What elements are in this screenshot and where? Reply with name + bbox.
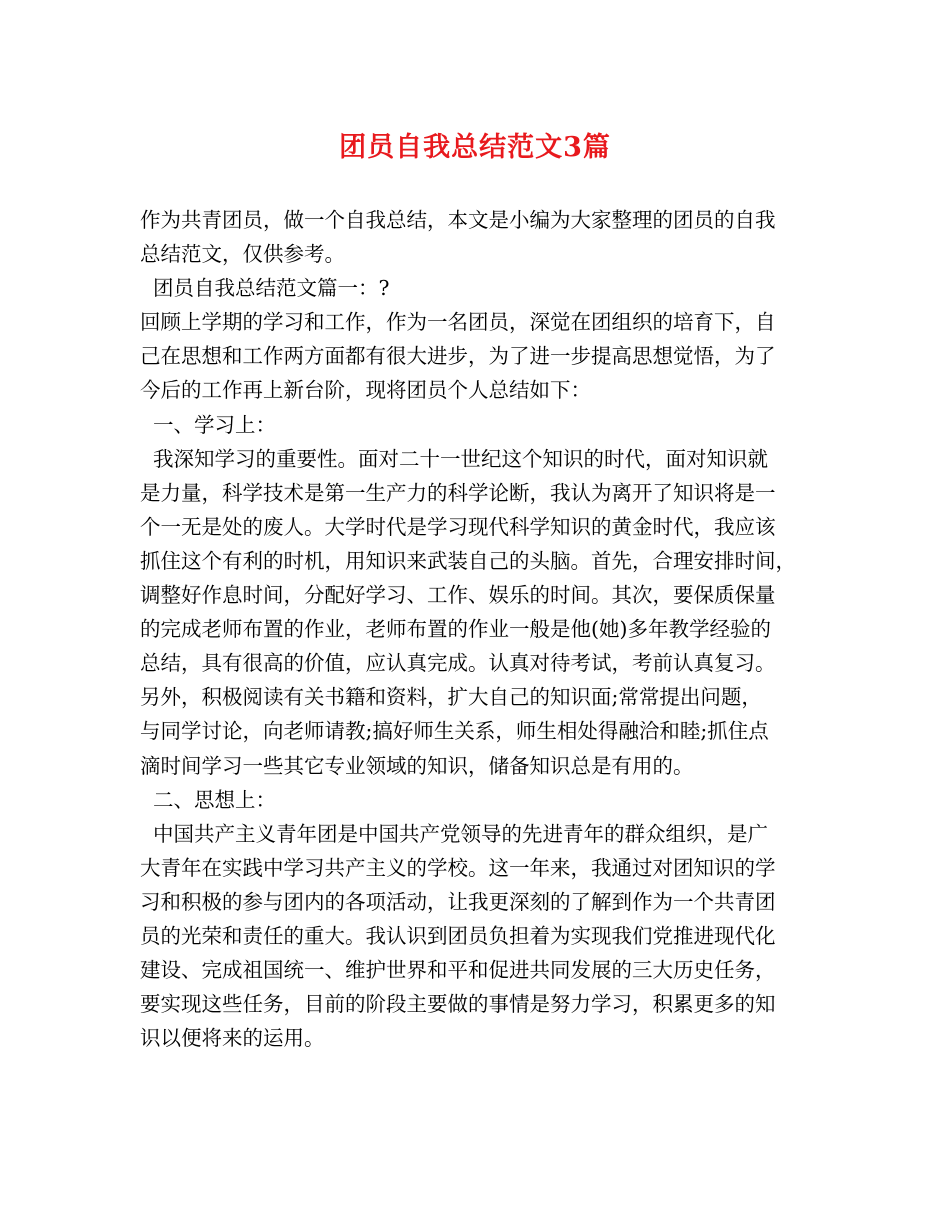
body-line: 抓住这个有利的时机，用知识来武装自己的头脑。首先，合理安排时间， xyxy=(140,548,796,573)
body-line: 与同学讨论，向老师请教;搞好师生关系，师生相处得融洽和睦;抓住点 xyxy=(140,719,769,744)
body-line: 总结范文，仅供参考。 xyxy=(140,242,345,267)
body-line: 回顾上学期的学习和工作，作为一名团员，深觉在团组织的培育下，自 xyxy=(140,310,776,335)
body-line: 今后的工作再上新台阶，现将团员个人总结如下： xyxy=(140,378,591,403)
document-body xyxy=(140,203,820,1055)
body-line: 滴时间学习一些其它专业领域的知识，储备知识总是有用的。 xyxy=(140,753,694,778)
body-line: 作为共青团员，做一个自我总结，本文是小编为大家整理的团员的自我 xyxy=(140,208,776,232)
body-line: 个一无是处的废人。大学时代是学习现代科学知识的黄金时代，我应该 xyxy=(140,514,776,539)
body-line: 员的光荣和责任的重大。我认识到团员负担着为实现我们党推进现代化 xyxy=(140,923,776,948)
body-line: 我深知学习的重要性。面对二十一世纪这个知识的时代，面对知识就 xyxy=(140,446,769,471)
body-line: 团员自我总结范文篇一：? xyxy=(140,276,390,301)
body-line: 大青年在实践中学习共产主义的学校。这一年来，我通过对团知识的学 xyxy=(140,855,776,880)
body-line: 二、思想上： xyxy=(140,787,277,812)
body-line: 是力量，科学技术是第一生产力的科学论断，我认为离开了知识将是一 xyxy=(140,480,776,505)
body-line: 中国共产主义青年团是中国共产党领导的先进青年的群众组织，是广 xyxy=(140,821,769,846)
body-line: 习和积极的参与团内的各项活动，让我更深刻的了解到作为一个共青团 xyxy=(140,889,776,914)
body-line: 一、学习上： xyxy=(140,412,277,437)
body-line: 己在思想和工作两方面都有很大进步，为了进一步提高思想觉悟，为了 xyxy=(140,344,776,369)
document-title: 团员自我总结范文3篇 xyxy=(339,132,611,163)
body-line: 建设、完成祖国统一、维护世界和平和促进共同发展的三大历史任务， xyxy=(140,958,776,983)
body-line: 另外，积极阅读有关书籍和资料，扩大自己的知识面;常常提出问题， xyxy=(140,685,762,710)
body-line: 调整好作息时间，分配好学习、工作、娱乐的时间。其次，要保质保量 xyxy=(140,583,776,608)
body-line: 识以便将来的运用。 xyxy=(140,1026,325,1051)
body-line: 的完成老师布置的作业，老师布置的作业一般是他(她)多年教学经验的 xyxy=(140,617,771,642)
body-line: 总结，具有很高的价值，应认真完成。认真对待考试，考前认真复习。 xyxy=(140,651,776,676)
body-line: 要实现这些任务，目前的阶段主要做的事情是努力学习，积累更多的知 xyxy=(140,992,776,1017)
